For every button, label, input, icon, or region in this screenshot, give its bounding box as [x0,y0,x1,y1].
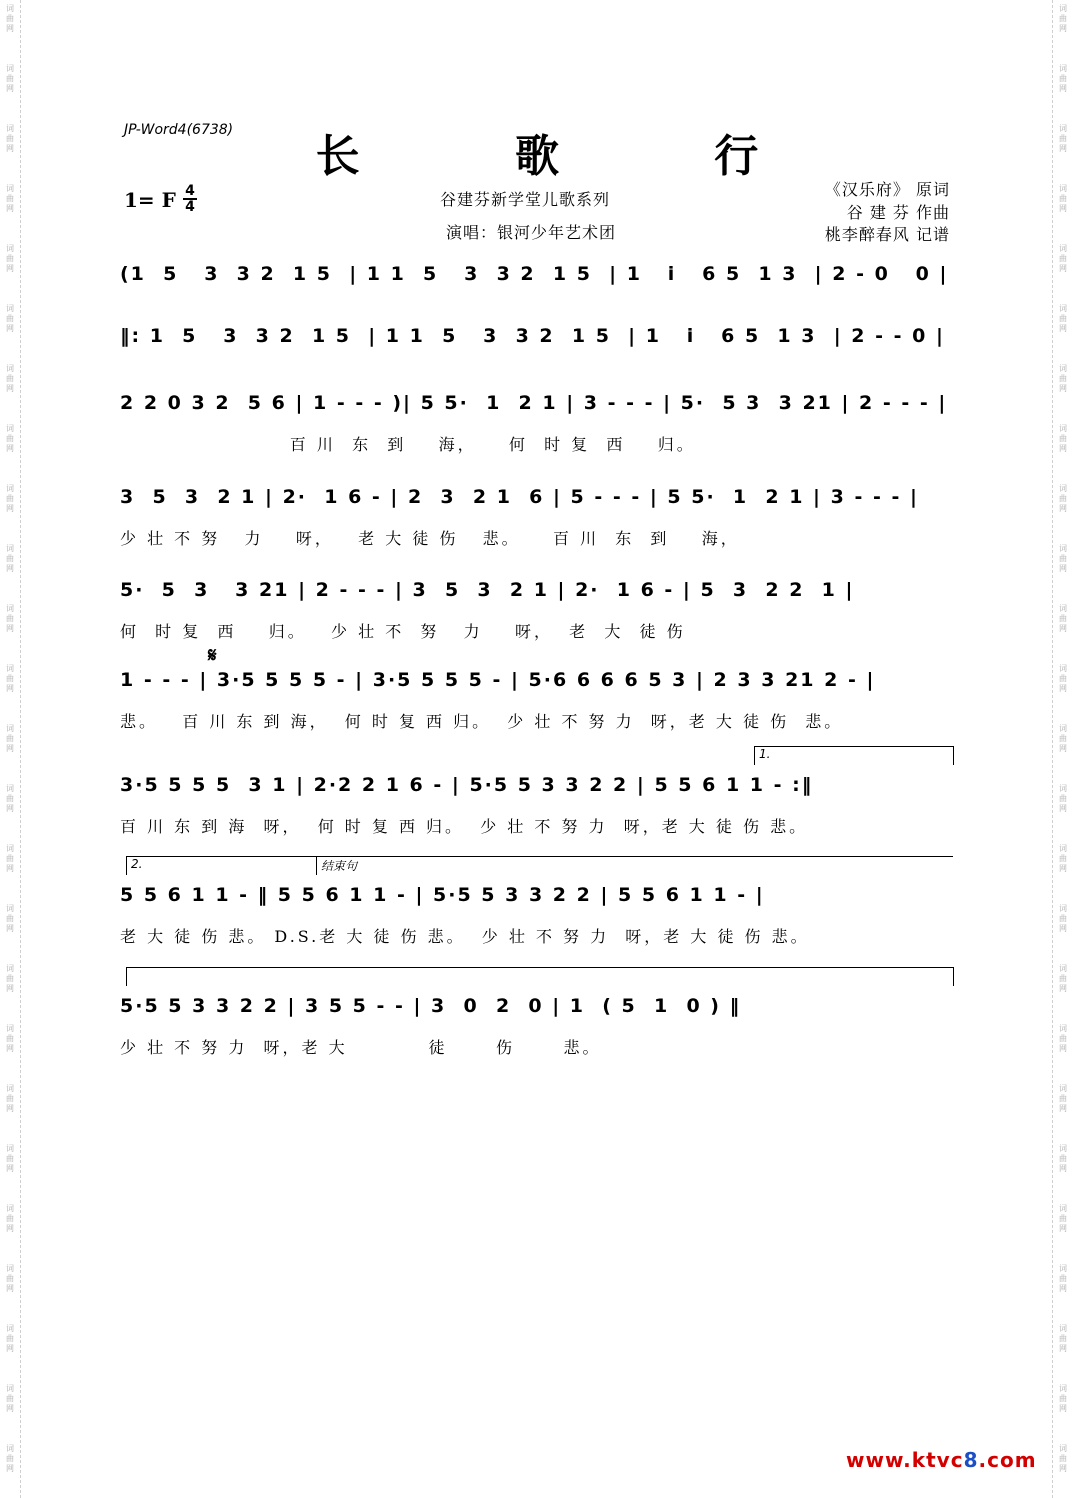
time-signature-bottom: 4 [185,199,195,215]
key-signature: 1= F [124,188,176,212]
composer-credit: 谷 建 芬 作曲 [846,203,950,222]
side-watermark-text: 词 曲 网 [1059,64,1067,93]
first-ending-label: 1. [759,747,771,761]
side-watermark-text: 词 曲 网 [1059,304,1067,333]
song-title: 长 歌 行 [315,131,829,182]
score-code: JP-Word4(6738) [124,122,234,138]
notes-row-7: 3·5 5 5 5 3 1 | 2·2 2 1 6 - | 5·5 5 3 3 2 2 | 5 5 6 1 1 - :‖ [120,774,814,796]
side-watermark-text: 词 曲 网 [1059,4,1067,33]
series-subtitle: 谷建芬新学堂儿歌系列 [440,190,611,209]
notes-row-5: 5· 5 3 3 21 | 2 - - - | 3 5 3 2 1 | 2· 1 6 - | 5 3 2 2 1 | [120,579,855,601]
lyrics-row-6: 悲。 百 川 东 到 海， 何 时 复 西 归。 少 壮 不 努 力 呀，老 大 徒 伤 悲。 [120,712,844,731]
side-watermark-text: 词 曲 网 [6,1324,14,1353]
lyrics-row-8: 老 大 徒 伤 悲。 D.S.老 大 徒 伤 悲。 少 壮 不 努 力 呀，老 大 徒 伤 悲。 [120,927,810,946]
notes-row-9: 5·5 5 3 3 2 2 | 3 5 5 - - | 3 0 2 0 | 1 ( 5 1 0 ) ‖ [120,995,742,1017]
second-ending-label: 2. [131,857,143,871]
side-watermark-text: 词 曲 网 [1059,364,1067,393]
side-watermark-text: 词 曲 网 [6,64,14,93]
side-watermark-text: 词 曲 网 [1059,544,1067,573]
side-watermark-text: 词 曲 网 [1059,844,1067,873]
notes-row-8: 5 5 6 1 1 - ‖ 5 5 6 1 1 - | 5·5 5 3 3 2 2 | 5 5 6 1 1 - | [120,884,765,906]
side-watermark-text: 词 曲 网 [1059,1024,1067,1053]
notes-row-3: 2 2 0 3 2 5 6 | 1 - - - )| 5 5· 1 2 1 | 3 - - - | 5· 5 3 3 21 | 2 - - - | [120,392,948,414]
notes-row-4: 3 5 3 2 1 | 2· 1 6 - | 2 3 2 1 6 | 5 - - - | 5 5· 1 2 1 | 3 - - - | [120,486,919,508]
side-watermark-text: 词 曲 网 [6,784,14,813]
coda-bracket [316,856,953,875]
notes-row-2: ‖: 1 5 3 3 2 1 5 | 1 1 5 3 3 2 1 5 | 1 i 6 5 1 3 | 2 - - 0 | [120,325,945,347]
side-watermark-text: 词 曲 网 [6,664,14,693]
footer-site-logo: www.ktvc8.com [846,1448,1037,1472]
side-watermark-text: 词 曲 网 [6,1144,14,1173]
side-watermark-text: 词 曲 网 [6,544,14,573]
side-watermark-text: 词 曲 网 [6,304,14,333]
second-ending-bracket [126,856,317,875]
coda-label: 结束句 [321,859,358,873]
lyrics-row-5: 何 时 复 西 归。 少 壮 不 努 力 呀， 老 大 徒 伤 [120,622,686,641]
side-watermark-text: 词 曲 网 [1059,784,1067,813]
side-watermark-text: 词 曲 网 [6,1204,14,1233]
side-watermark-text: 词 曲 网 [1059,1324,1067,1353]
side-watermark-text: 词 曲 网 [1059,424,1067,453]
side-watermark-text: 词 曲 网 [1059,184,1067,213]
side-watermark-text: 词 曲 网 [1059,1084,1067,1113]
side-watermark-text: 词 曲 网 [1059,484,1067,513]
lyrics-row-3: 百 川 东 到 海， 何 时 复 西 归。 [120,435,696,454]
side-watermark-text: 词 曲 网 [1059,724,1067,753]
side-watermark-text: 词 曲 网 [6,184,14,213]
side-watermark-text: 词 曲 网 [6,964,14,993]
side-watermark-text: 词 曲 网 [6,844,14,873]
side-watermark-text: 词 曲 网 [6,1084,14,1113]
notes-row-6: 1 - - - | 3·5 5 5 5 - | 3·5 5 5 5 - | 5·6 6 6 6 5 3 | 2 3 3 21 2 - | [120,669,876,691]
side-watermark-text: 词 曲 网 [6,364,14,393]
side-watermark-text: 词 曲 网 [6,244,14,273]
side-watermark-text: 词 曲 网 [6,904,14,933]
first-ending-bracket [754,746,954,765]
side-watermark-text: 词 曲 网 [6,1264,14,1293]
side-watermark-text: 词 曲 网 [6,1384,14,1413]
side-watermark-text: 词 曲 网 [1059,964,1067,993]
side-watermark-text: 词 曲 网 [6,1444,14,1473]
time-signature-top: 4 [185,183,195,199]
right-watermark-strip [1052,0,1073,1498]
transcriber-credit: 桃李醉春风 记谱 [824,225,950,244]
side-watermark-text: 词 曲 网 [1059,1384,1067,1413]
lyrics-row-4: 少 壮 不 努 力 呀， 老 大 徒 伤 悲。 百 川 东 到 海， [120,529,740,548]
side-watermark-text: 词 曲 网 [1059,244,1067,273]
performer-line: 演唱：银河少年艺术团 [446,223,617,242]
segno-sign: 𝄋 [208,643,217,667]
ending-bracket-continued [126,967,954,986]
side-watermark-text: 词 曲 网 [6,724,14,753]
side-watermark-text: 词 曲 网 [6,424,14,453]
side-watermark-text: 词 曲 网 [6,604,14,633]
side-watermark-text: 词 曲 网 [1059,604,1067,633]
time-signature [183,184,197,214]
side-watermark-text: 词 曲 网 [6,1024,14,1053]
lyricist-credit: 《汉乐府》 原词 [824,180,950,199]
side-watermark-text: 词 曲 网 [1059,904,1067,933]
left-watermark-strip [0,0,21,1498]
side-watermark-text: 词 曲 网 [6,4,14,33]
side-watermark-text: 词 曲 网 [1059,1264,1067,1293]
side-watermark-text: 词 曲 网 [1059,664,1067,693]
side-watermark-text: 词 曲 网 [1059,1204,1067,1233]
side-watermark-text: 词 曲 网 [1059,124,1067,153]
side-watermark-text: 词 曲 网 [1059,1444,1067,1473]
notes-row-1: (1 5 3 3 2 1 5 | 1 1 5 3 3 2 1 5 | 1 i 6 5 1 3 | 2 - 0 0 | [120,263,949,285]
side-watermark-text: 词 曲 网 [6,124,14,153]
lyrics-row-9: 少 壮 不 努 力 呀，老 大 徒 伤 悲。 [120,1038,602,1057]
side-watermark-text: 词 曲 网 [6,484,14,513]
lyrics-row-7: 百 川 东 到 海 呀， 何 时 复 西 归。 少 壮 不 努 力 呀，老 大 徒 伤 悲。 [120,817,809,836]
side-watermark-text: 词 曲 网 [1059,1144,1067,1173]
